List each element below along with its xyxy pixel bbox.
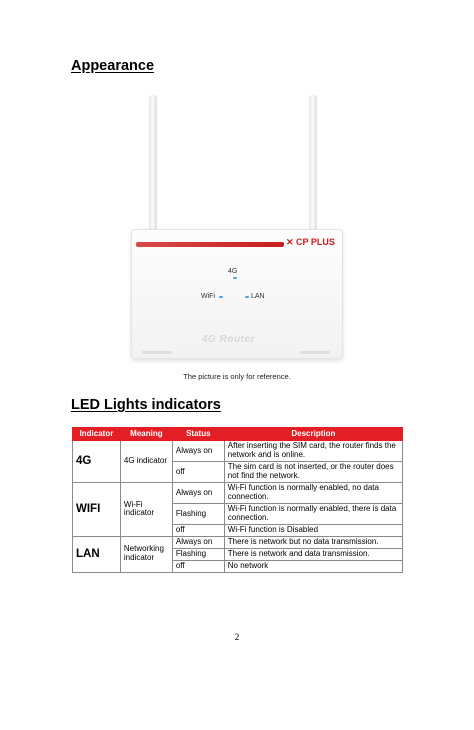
- description-cell: Wi-Fi function is normally enabled, there is data connection.: [224, 504, 402, 525]
- header-description: Description: [224, 428, 402, 441]
- status-cell: off: [172, 560, 224, 572]
- led-lan-icon: [245, 296, 249, 298]
- status-cell: off: [172, 462, 224, 483]
- description-cell: There is network but no data transmission.: [224, 536, 402, 548]
- foot-right: [300, 351, 330, 354]
- meaning-cell: Networking indicator: [120, 536, 172, 572]
- led-label-4g: 4G: [228, 268, 238, 275]
- router-body: [131, 229, 343, 359]
- indicator-cell: 4G: [73, 441, 121, 483]
- led-indicator-table: [72, 427, 403, 573]
- table-row: [73, 441, 403, 462]
- status-cell: Always on: [172, 536, 224, 548]
- antenna-left: [149, 95, 157, 247]
- meaning-cell: Wi-Fi indicator: [120, 483, 172, 537]
- led-4g-icon: [233, 277, 237, 279]
- section-heading-appearance: Appearance: [71, 58, 155, 74]
- brand-logo: ✕ CP PLUS: [286, 237, 335, 247]
- description-cell: Wi-Fi function is Disabled: [224, 525, 402, 537]
- router-image: [128, 95, 346, 360]
- table-header-row: [73, 428, 403, 441]
- table-row: [73, 483, 403, 504]
- table-row: [73, 536, 403, 548]
- indicator-cell: WIFI: [73, 483, 121, 537]
- led-label-wifi: WiFi: [201, 293, 215, 300]
- status-cell: Flashing: [172, 548, 224, 560]
- description-cell: After inserting the SIM card, the router finds the network and is online.: [224, 441, 402, 462]
- red-stripe: [136, 242, 284, 247]
- section-heading-led: LED Lights indicators: [71, 397, 221, 413]
- page-number: 2: [234, 632, 240, 642]
- model-text: 4G Router: [202, 334, 255, 345]
- status-cell: Always on: [172, 483, 224, 504]
- description-cell: There is network and data transmission.: [224, 548, 402, 560]
- header-status: Status: [172, 428, 224, 441]
- description-cell: Wi-Fi function is normally enabled, no data connection.: [224, 483, 402, 504]
- image-caption: The picture is only for reference.: [183, 372, 291, 381]
- led-wifi-icon: [219, 296, 223, 298]
- status-cell: off: [172, 525, 224, 537]
- foot-left: [142, 351, 172, 354]
- antenna-right: [309, 95, 317, 247]
- status-cell: Always on: [172, 441, 224, 462]
- indicator-cell: LAN: [73, 536, 121, 572]
- status-cell: Flashing: [172, 504, 224, 525]
- description-cell: No network: [224, 560, 402, 572]
- meaning-cell: 4G indicator: [120, 441, 172, 483]
- header-meaning: Meaning: [120, 428, 172, 441]
- brand-name: CP PLUS: [296, 237, 335, 247]
- description-cell: The sim card is not inserted, or the router does not find the network.: [224, 462, 402, 483]
- led-label-lan: LAN: [251, 293, 265, 300]
- header-indicator: Indicator: [73, 428, 121, 441]
